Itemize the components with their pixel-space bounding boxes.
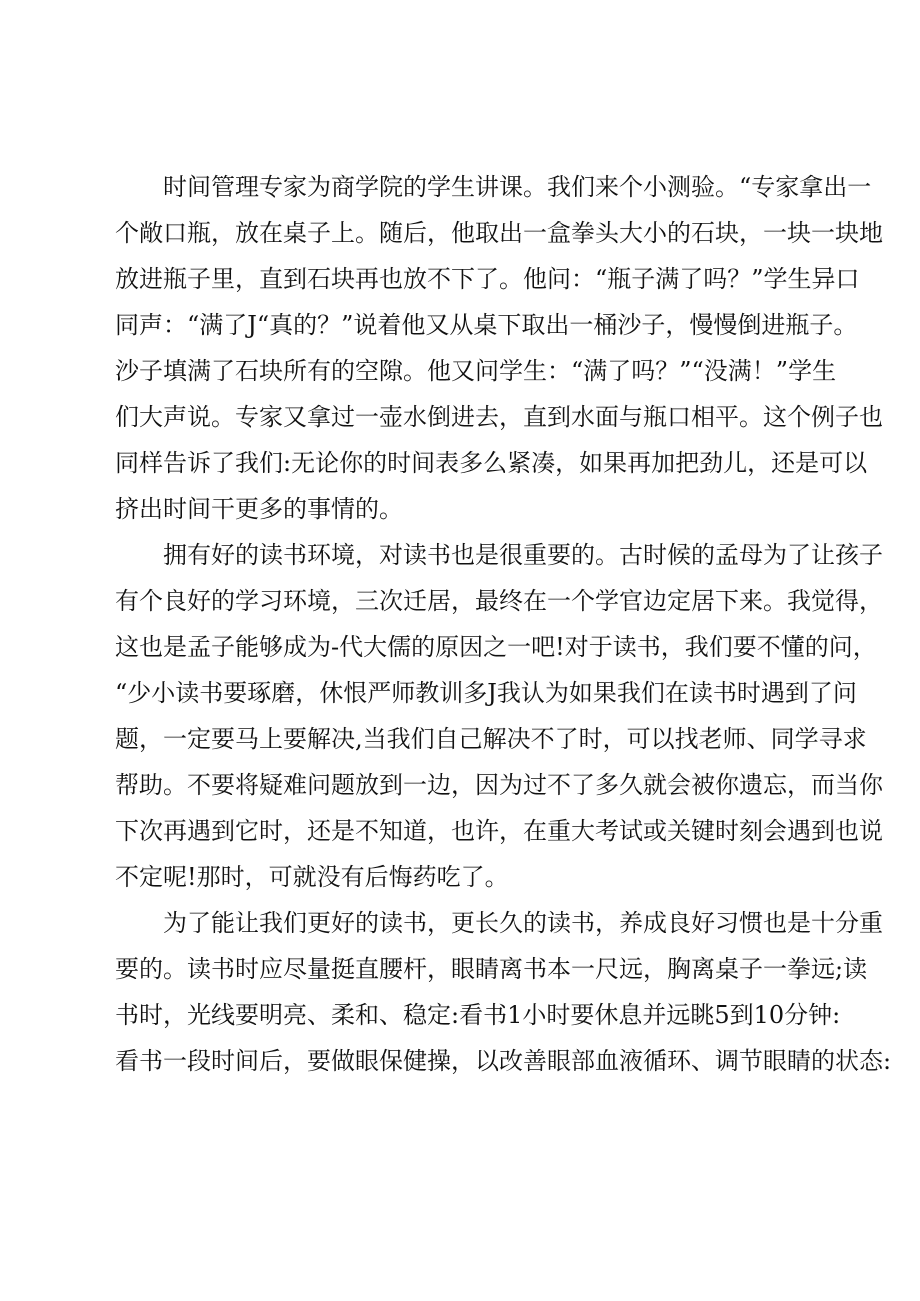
text-line: 书时，光线要明亮、柔和、稳定:看书1小时要休息并远眺5到10分钟: xyxy=(115,1001,841,1029)
text-line: 看书一段时间后，要做眼保健操，以改善眼部血液循环、调节眼睛的状态: xyxy=(115,1047,892,1075)
text-line: 放进瓶子里，直到石块再也放不下了。他问：“瓶子满了吗？”学生异口 xyxy=(115,265,860,293)
text-line: 帮助。不要将疑难问题放到一边，因为过不了多久就会被你遗忘，而当你 xyxy=(115,771,883,799)
text-line: 同声：“满了J“真的？”说着他又从桌下取出一桶沙子，慢慢倒进瓶子。 xyxy=(115,311,858,339)
text-line: 同样告诉了我们:无论你的时间表多么紧凑，如果再加把劲儿，还是可以 xyxy=(115,449,868,477)
text-line: 沙子填满了石块所有的空隙。他又问学生：“满了吗？”“没满！”学生 xyxy=(115,357,837,385)
text-line: 为了能让我们更好的读书，更长久的读书，养成良好习惯也是十分重 xyxy=(163,909,883,937)
text-line: 有个良好的学习环境，三次迁居，最终在一个学官边定居下来。我觉得， xyxy=(115,587,883,615)
text-line: 们大声说。专家又拿过一壶水倒进去，直到水面与瓶口相平。这个例子也 xyxy=(115,403,883,431)
text-line: 时间管理专家为商学院的学生讲课。我们来个小测验。“专家拿出一 xyxy=(163,173,872,201)
text-line: 要的。读书时应尽量挺直腰杆，眼睛离书本一尺远，胸离桌子一拳远;读 xyxy=(115,955,868,983)
text-line: “少小读书要琢磨，休恨严师教训多J我认为如果我们在读书时遇到了问 xyxy=(115,679,857,707)
text-line: 挤出时间干更多的事情的。 xyxy=(115,495,403,523)
text-line: 个敞口瓶，放在桌子上。随后，他取出一盒拳头大小的石块，一块一块地 xyxy=(115,219,883,247)
text-line: 题，一定要马上要解决,当我们自己解决不了时，可以找老师、同学寻求 xyxy=(115,725,867,753)
paragraph-3 xyxy=(115,900,892,1084)
text-line: 这也是孟子能够成为-代大儒的原因之一吧!对于读书，我们要不懂的问， xyxy=(115,633,877,661)
paragraph-2 xyxy=(115,532,883,900)
document-body xyxy=(115,164,892,1084)
text-line: 不定呢!那时，可就没有后悔药吃了。 xyxy=(115,863,509,891)
text-line: 下次再遇到它时，还是不知道，也许，在重大考试或关键时刻会遇到也说 xyxy=(115,817,883,845)
paragraph-1 xyxy=(115,164,883,532)
text-line: 拥有好的读书环境，对读书也是很重要的。古时候的孟母为了让孩子 xyxy=(163,541,883,569)
